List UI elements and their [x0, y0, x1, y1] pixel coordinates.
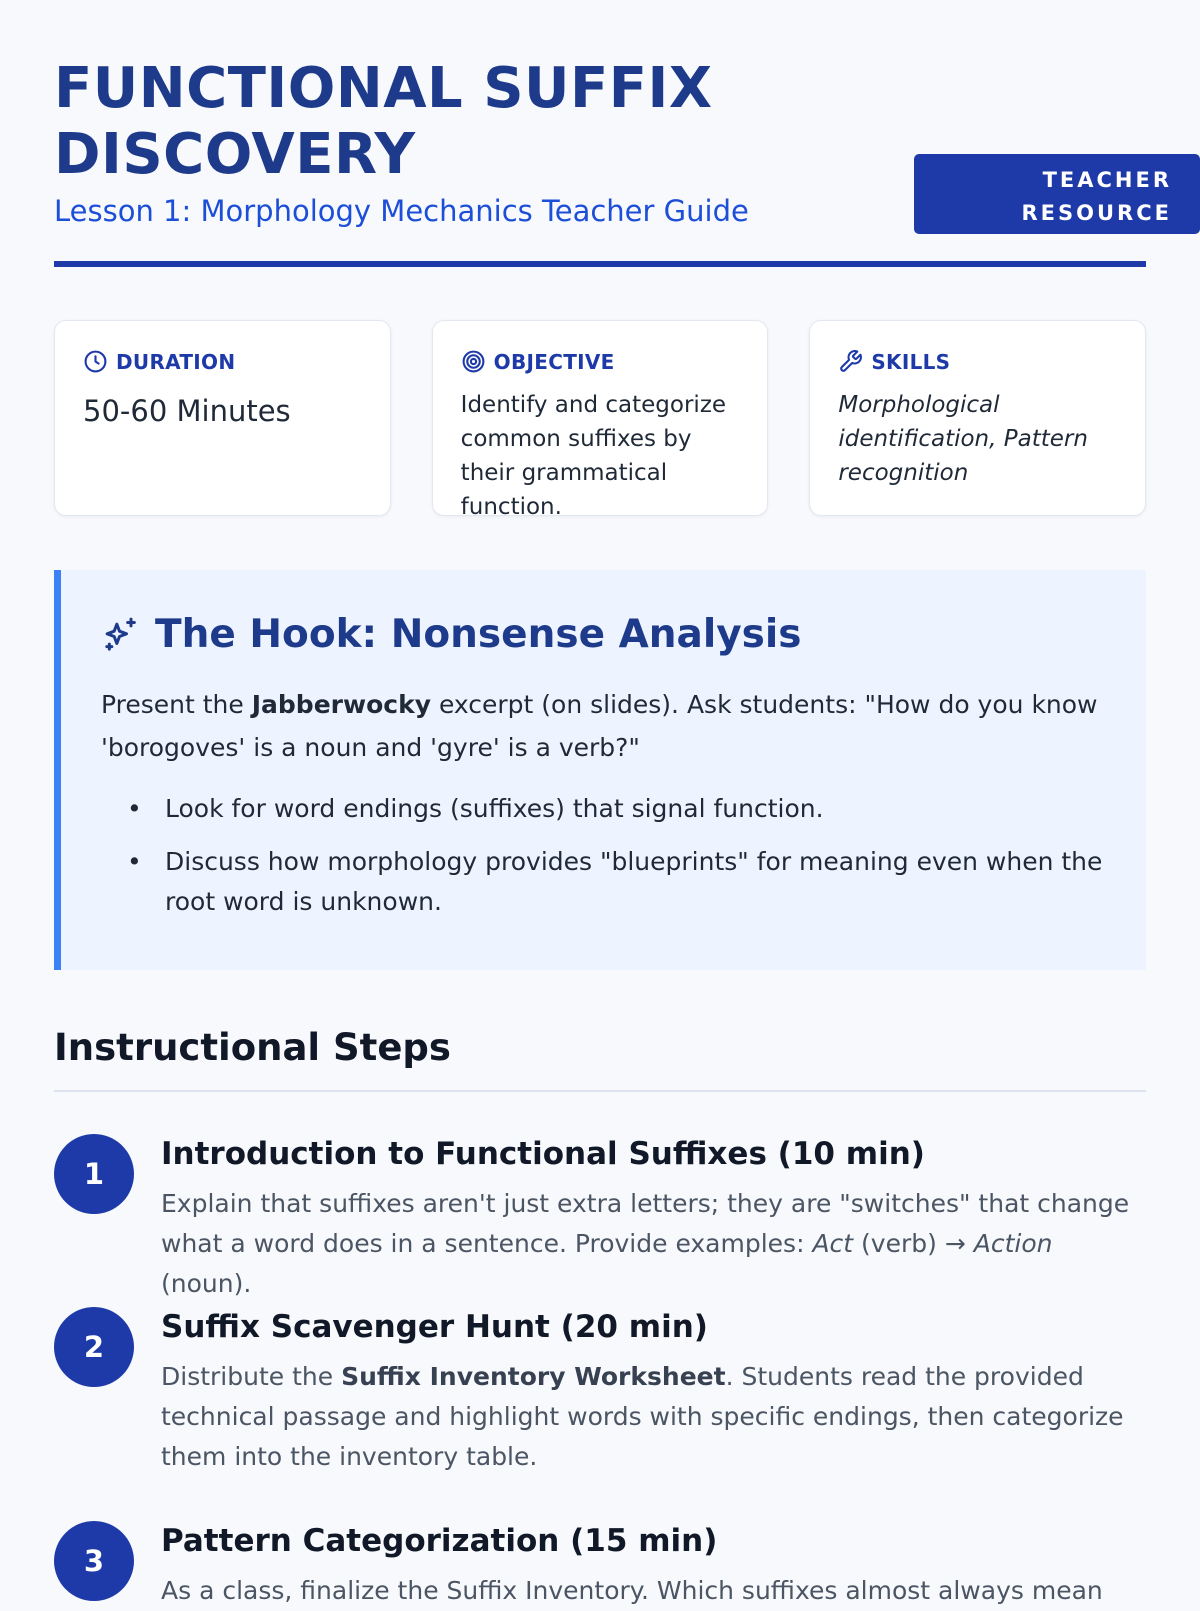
page-subtitle: Lesson 1: Morphology Mechanics Teacher Guide [54, 194, 749, 228]
step-body [161, 1521, 1146, 1611]
step-item [54, 1134, 1146, 1304]
objective-label-row [461, 349, 742, 374]
skills-label-row [838, 349, 1119, 374]
wrench-icon [838, 349, 863, 374]
worksheet-name: Suffix Inventory Worksheet [341, 1362, 726, 1391]
hook-section [54, 570, 1146, 970]
skills-label: SKILLS [871, 349, 951, 374]
example-word: Act [812, 1229, 854, 1258]
step-number-badge: 2 [54, 1307, 134, 1387]
hook-title: The Hook: Nonsense Analysis [155, 612, 802, 657]
skills-card [809, 320, 1146, 516]
clock-icon [83, 349, 108, 374]
header-divider [54, 261, 1146, 267]
step-number-badge: 3 [54, 1521, 134, 1601]
step-description: As a class, finalize the Suffix Inventory. Which suffixes almost always mean [161, 1576, 1103, 1605]
step-desc-text: (noun). [161, 1269, 252, 1298]
list-item: • Look for word endings (suffixes) that signal function. [127, 794, 824, 823]
sparkles-icon [101, 615, 141, 655]
step-title: Suffix Scavenger Hunt (20 min) [161, 1309, 708, 1345]
step-body [161, 1134, 1146, 1304]
step-item [54, 1521, 1146, 1611]
objective-card [432, 320, 769, 520]
duration-card [54, 320, 391, 516]
step-description [161, 1184, 1146, 1304]
steps-divider [54, 1090, 1146, 1092]
teacher-resource-badge: TEACHER RESOURCE [914, 154, 1200, 234]
step-body [161, 1307, 1146, 1477]
step-title: Introduction to Functional Suffixes (10 min) [161, 1136, 925, 1172]
steps-heading: Instructional Steps [54, 1026, 451, 1069]
step-title: Pattern Categorization (15 min) [161, 1523, 718, 1559]
list-item: • Discuss how morphology provides "blueprints" for meaning even when the root word is unknown. [127, 847, 1103, 916]
step-number-badge: 1 [54, 1134, 134, 1214]
duration-label-row [83, 349, 364, 374]
hook-intro [101, 683, 1106, 769]
step-item [54, 1307, 1146, 1477]
target-icon [461, 349, 486, 374]
objective-value: Identify and categorize common suffixes by their grammatical function. [460, 392, 727, 520]
page-title: FUNCTIONAL SUFFIX DISCOVERY [54, 56, 713, 187]
skills-value: Morphological identification, Pattern recognition [838, 392, 1088, 486]
step-desc-text: (verb) → [853, 1229, 974, 1258]
bullet-text: Look for word endings (suffixes) that signal function. [165, 794, 824, 823]
example-word: Action [973, 1229, 1053, 1258]
jabberwocky-text: Jabberwocky [251, 690, 431, 719]
step-desc-text: . Students read the provided technical passage and highlight words with specific endings, then categorize them into the inventory table. [161, 1362, 1124, 1471]
duration-label: DURATION [116, 349, 236, 374]
hook-intro-before: Present the [101, 690, 252, 719]
objective-label: OBJECTIVE [493, 349, 615, 374]
hook-intro-after: excerpt (on slides). Ask students: "How do you know 'borogoves' is a noun and 'gyre' is a verb?" [101, 690, 1098, 762]
info-cards [54, 320, 1146, 520]
hook-title-row [101, 612, 1106, 657]
bullet-text: Discuss how morphology provides "blueprints" for meaning even when the root word is unknown. [165, 847, 1103, 916]
step-desc-text: Explain that suffixes aren't just extra letters; they are "switches" that change what a word does in a sentence. Provide examples: [161, 1189, 1130, 1258]
step-description [161, 1357, 1146, 1477]
duration-value: 50-60 Minutes [83, 394, 291, 428]
hook-bullets [101, 789, 1106, 922]
step-desc-text: Distribute the [161, 1362, 342, 1391]
